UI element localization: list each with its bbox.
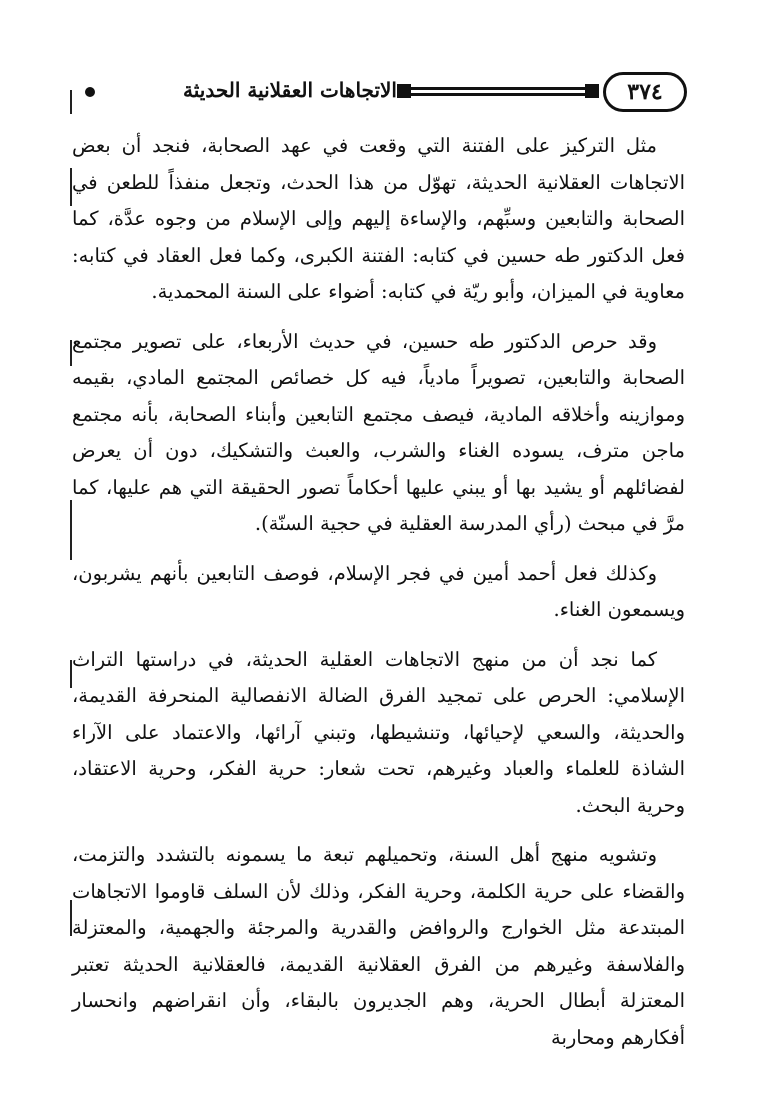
paragraph: كما نجد أن من منهج الاتجاهات العقلية الحديثة، في دراستها التراث الإسلامي: الحرص على تمجيد الفرق الضالة الانفصالية المنحرفة القديمة، والحديثة، والسعي لإحيائها، وتنشيطها، وتبني آرائها، والاعتماد على الآراء الشاذة للعلماء والعباد وغيرهم، تحت شعار: حرية الفكر، وحرية الاعتقاد، وحرية البحث. — [72, 647, 685, 817]
paragraph: مثل التركيز على الفتنة التي وقعت في عهد الصحابة، فنجد أن بعض الاتجاهات العقلانية الحديثة، تهوّل من هذا الحدث، وتجعل منفذاً للطعن في الصحابة والتابعين وسبِّهم، والإساءة إليهم وإلى الإسلام من وجوه عدَّة، كما فعل الدكتور طه حسين في كتابه: الفتنة الكبرى، وكما فعل العقاد في كتابه: معاوية في الميزان، وأبو ريّة في كتابه: أضواء على السنة المحمدية. — [72, 134, 685, 303]
square-ornament-right — [585, 84, 599, 98]
double-rule-ornament — [405, 87, 590, 97]
bullet-ornament — [85, 87, 95, 97]
paragraph: وكذلك فعل أحمد أمين في فجر الإسلام، فوصف التابعين بأنهم يشربون، ويسمعون الغناء. — [72, 561, 685, 621]
body-text — [72, 128, 685, 1069]
running-header — [85, 70, 685, 116]
running-title: الاتجاهات العقلانية الحديثة — [183, 78, 397, 102]
paragraph: وقد حرص الدكتور طه حسين، في حديث الأربعاء، على تصوير مجتمع الصحابة والتابعين، تصويراً مادياً، فيه كل خصائص المجتمع المادي، بقيمه وموازينه وأخلاقه المادية، فيصف مجتمع التابعين وأبناء الصحابة، بأنه مجتمع ماجن مترف، يسوده الغناء والشرب، والعبث والتشكيك، دون أن يعرض لفضائلهم أو يشيد بها أو يبني عليها أحكاماً تصور الحقيقة التي هم عليها، كما مرَّ في مبحث (رأي المدرسة العقلية في حجية السنّة). — [72, 329, 685, 535]
page-number: ٣٧٤ — [603, 72, 687, 112]
margin-mark — [70, 90, 72, 114]
paragraph: وتشويه منهج أهل السنة، وتحميلهم تبعة ما يسمونه بالتشدد والتزمت، والقضاء على حرية الكلمة، وحرية الفكر، وذلك لأن السلف قاوموا الاتجاهات المبتدعة مثل الخوارج والروافض والقدرية والمرجئة والجهمية، والمعتزلة والفلاسفة وغيرهم من الفرق العقلانية القديمة، فالعقلانية الحديثة تعتبر المعتزلة أبطال الحرية، وهم الجديرون بالبقاء، وأن انقراضهم وانحسار أفكارهم ومحاربة — [72, 843, 685, 1049]
